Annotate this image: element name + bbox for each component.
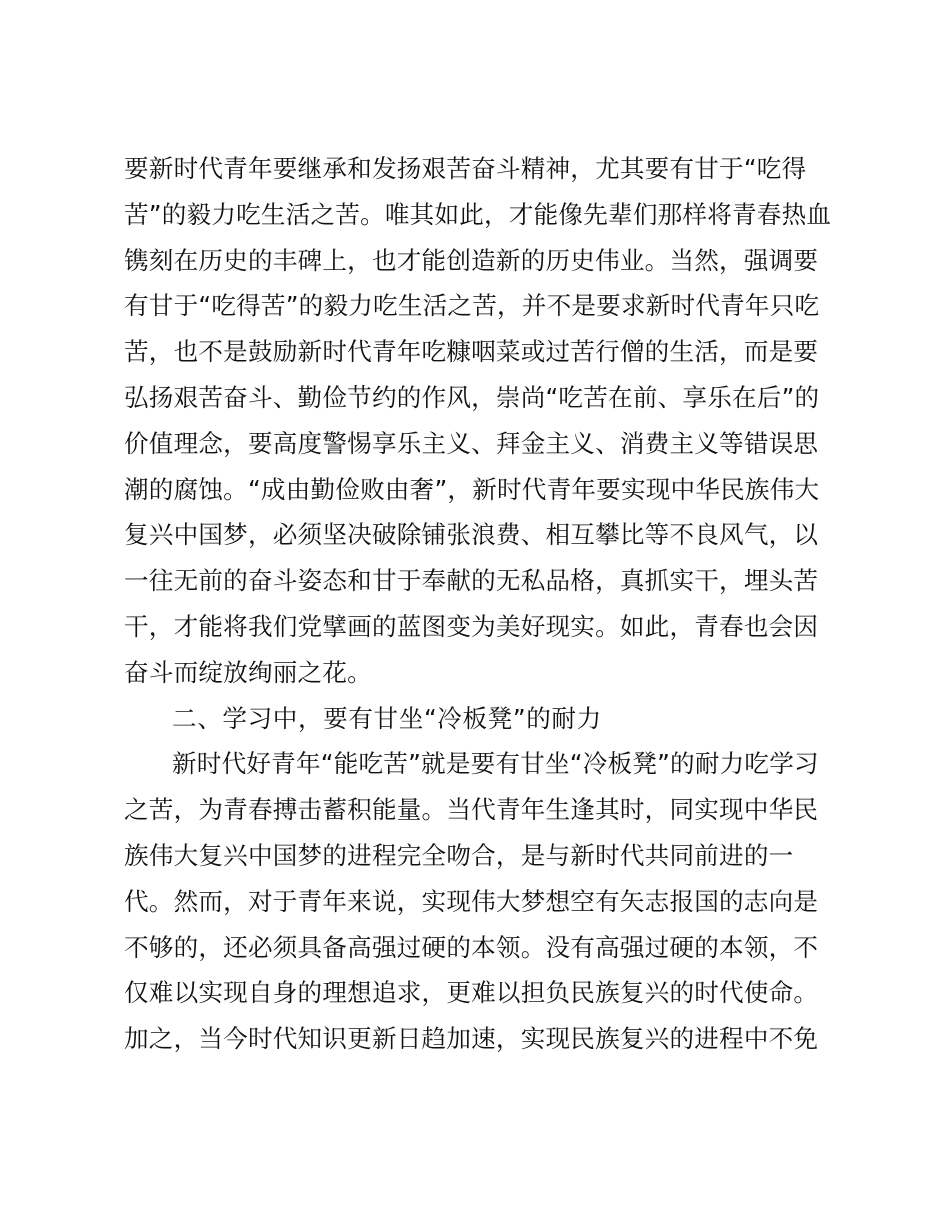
text-line: 不够的，还必须具备高强过硬的本领。没有高强过硬的本领，不	[124, 932, 819, 962]
text-line: 之苦，为青春搏击蓄积能量。当代青年生逢其时，同实现中华民	[124, 795, 819, 825]
text-line: 苦”的毅力吃生活之苦。唯其如此，才能像先辈们那样将青春热血	[124, 199, 832, 229]
text-line: 加之，当今时代知识更新日趋加速，实现民族复兴的进程中不免	[124, 1024, 819, 1054]
body-text	[124, 146, 836, 1062]
text-line: 有甘于“吃得苦”的毅力吃生活之苦，并不是要求新时代青年只吃	[124, 291, 820, 321]
text-line: 镌刻在历史的丰碑上，也才能创造新的历史伟业。当然，强调要	[124, 245, 819, 275]
text-line: 奋斗而绽放绚丽之花。	[124, 657, 372, 687]
text-line: 弘扬艰苦奋斗、勤俭节约的作风，崇尚“吃苦在前、享乐在后”的	[124, 382, 820, 412]
text-line: 要新时代青年要继承和发扬艰苦奋斗精神，尤其要有甘于“吃得	[124, 154, 807, 183]
text-line: 复兴中国梦，必须坚决破除铺张浪费、相互攀比等不良风气，以	[124, 520, 819, 550]
text-line: 价值理念，要高度警惕享乐主义、拜金主义、消费主义等错误思	[124, 428, 819, 458]
text-line: 代。然而，对于青年来说，实现伟大梦想空有矢志报国的志向是	[124, 886, 819, 916]
text-line: 苦，也不是鼓励新时代青年吃糠咽菜或过苦行僧的生活，而是要	[124, 337, 819, 367]
text-line: 仅难以实现自身的理想追求，更难以担负民族复兴的时代使命。	[124, 978, 819, 1008]
section-heading: 二、学习中，要有甘坐“冷板凳”的耐力	[172, 703, 602, 733]
text-line: 干，才能将我们党擘画的蓝图变为美好现实。如此，青春也会因	[124, 611, 819, 641]
text-line: 潮的腐蚀。“成由勤俭败由奢”，新时代青年要实现中华民族伟大	[124, 474, 820, 504]
text-line: 一往无前的奋斗姿态和甘于奉献的无私品格，真抓实干，埋头苦	[124, 566, 819, 596]
text-line: 族伟大复兴中国梦的进程完全吻合，是与新时代共同前进的一	[124, 840, 794, 870]
text-line: 新时代好青年“能吃苦”就是要有甘坐“冷板凳”的耐力吃学习	[172, 749, 819, 779]
